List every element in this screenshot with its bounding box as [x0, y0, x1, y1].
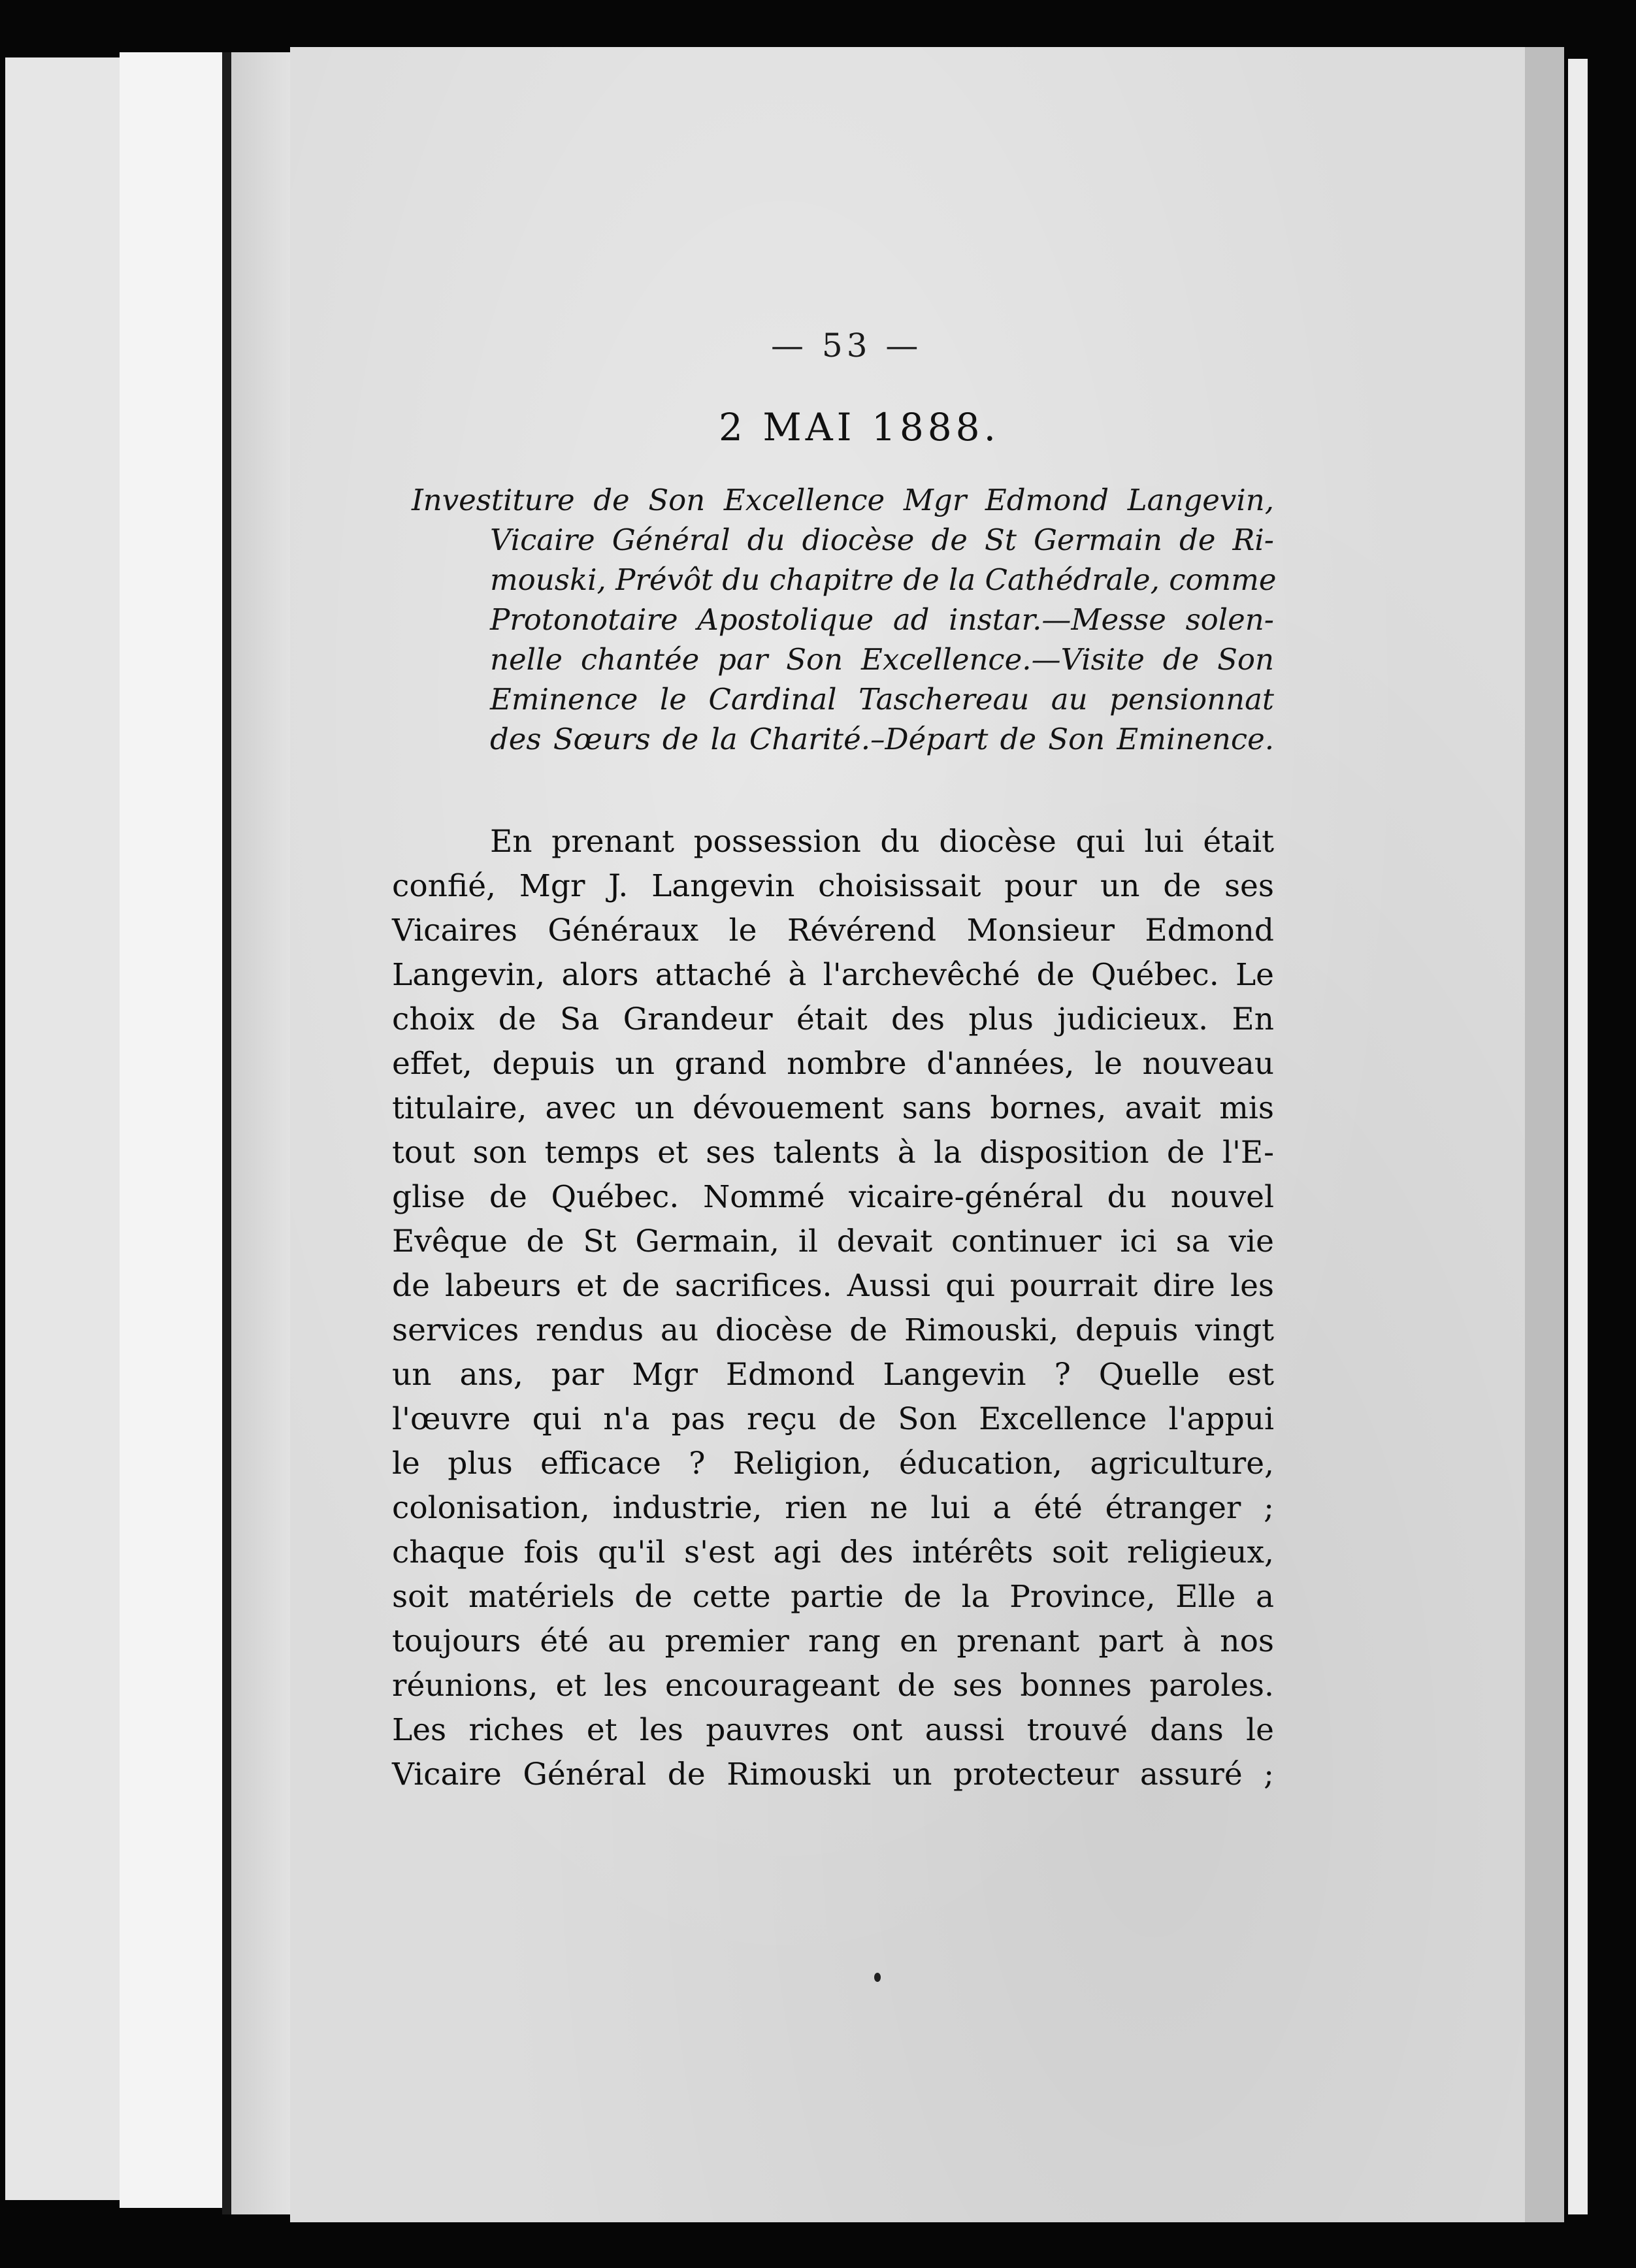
body-line: Langevin, alors attaché à l'archevêché de Québec. Le: [392, 957, 1274, 993]
gutter-shadow: [231, 52, 290, 2214]
body-line: En prenant possession du diocèse qui lui était: [490, 824, 1274, 860]
page-stack-edge: [1568, 59, 1588, 2214]
body-line: toujours été au premier rang en prenant part à nos: [392, 1623, 1274, 1659]
ink-speck: [874, 1973, 881, 1982]
date-heading: 2 MAI 1888.: [719, 405, 1000, 449]
book-gutter: [222, 52, 231, 2214]
page-number: — 53 —: [771, 327, 923, 364]
body-line: de labeurs et de sacrifices. Aussi qui pourrait dire les: [392, 1268, 1274, 1304]
body-line: réunions, et les encourageant de ses bonnes paroles.: [392, 1668, 1274, 1704]
facing-page-margin: [120, 52, 224, 2208]
facing-page-edge: [5, 57, 120, 2200]
body-line: soit matériels de cette partie de la Province, Elle a: [392, 1579, 1274, 1615]
summary-line: Eminence le Cardinal Taschereau au pensionnat: [490, 682, 1274, 717]
summary-line: Investiture de Son Excellence Mgr Edmond Langevin,: [412, 483, 1274, 517]
body-line: colonisation, industrie, rien ne lui a été étranger ;: [392, 1490, 1274, 1526]
summary-line: nelle chantée par Son Excellence.—Visite de Son: [490, 642, 1274, 677]
body-line: Evêque de St Germain, il devait continuer ici sa vie: [392, 1223, 1274, 1259]
body-line: Vicaires Généraux le Révérend Monsieur Edmond: [392, 913, 1274, 948]
body-line: Les riches et les pauvres ont aussi trouvé dans le: [392, 1712, 1274, 1748]
chapter-summary: [412, 480, 1277, 759]
body-line: glise de Québec. Nommé vicaire-général du nouvel: [392, 1179, 1274, 1215]
body-line: Vicaire Général de Rimouski un protecteur assuré ;: [392, 1757, 1274, 1792]
summary-line: Vicaire Général du diocèse de St Germain de Ri-: [490, 523, 1274, 557]
summary-line: mouski, Prévôt du chapitre de la Cathédrale, comme: [490, 562, 1277, 597]
body-line: chaque fois qu'il s'est agi des intérêts soit religieux,: [392, 1534, 1274, 1570]
body-line: le plus efficace ? Religion, éducation, agriculture,: [392, 1446, 1274, 1482]
body-paragraph: [392, 820, 1274, 1797]
body-line: titulaire, avec un dévouement sans bornes, avait mis: [392, 1090, 1274, 1126]
body-line: tout son temps et ses talents à la disposition de l'E-: [392, 1135, 1274, 1171]
body-line: effet, depuis un grand nombre d'années, le nouveau: [392, 1046, 1274, 1082]
body-line: un ans, par Mgr Edmond Langevin ? Quelle est: [392, 1357, 1274, 1393]
body-line: services rendus au diocèse de Rimouski, depuis vingt: [392, 1312, 1274, 1348]
page-right-edge: [1525, 47, 1564, 2222]
body-line: confié, Mgr J. Langevin choisissait pour un de ses: [392, 868, 1274, 904]
body-line: choix de Sa Grandeur était des plus judicieux. En: [392, 1001, 1274, 1037]
summary-line: Protonotaire Apostolique ad instar.—Messe solen-: [490, 602, 1274, 637]
summary-line: des Sœurs de la Charité.–Départ de Son Eminence.: [490, 722, 1274, 756]
body-line: l'œuvre qui n'a pas reçu de Son Excellence l'appui: [392, 1401, 1274, 1437]
